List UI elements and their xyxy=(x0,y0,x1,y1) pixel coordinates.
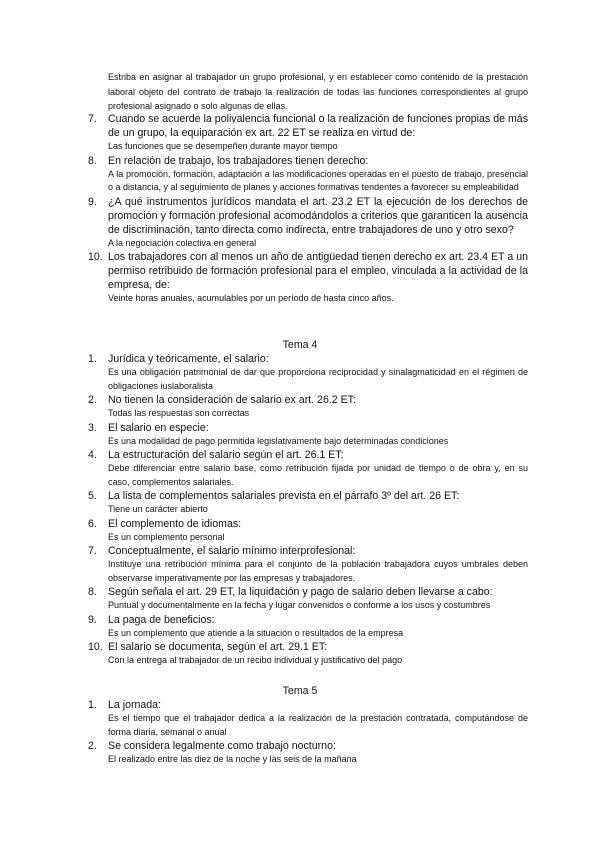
question-text: La jornada: xyxy=(108,699,162,711)
question-item xyxy=(88,421,528,449)
question-number: 7. xyxy=(88,545,97,557)
question-item xyxy=(88,448,528,489)
question-item xyxy=(88,613,528,641)
question-number: 1. xyxy=(88,353,97,365)
question-text: El salario en especie: xyxy=(108,421,209,434)
question-item xyxy=(88,393,528,421)
question-list-tema-4 xyxy=(88,352,528,668)
answer-text: Instituye una retribución mínima para el conjunto de la población trabajadora cuyos umbrales deben observarse imperativamente por las empresas y trabajadores. xyxy=(108,559,528,583)
question-item xyxy=(88,250,528,306)
question-text: La paga de beneficios: xyxy=(108,613,215,626)
question-number: 1. xyxy=(88,699,97,711)
question-text: Los trabajadores con al menos un año de antigüedad tienen derecho ex art. 23.4 ET a un permiso retribuido de formación profesional para el empleo, vinculada a la actividad de la empresa, de: xyxy=(108,251,528,291)
question-number: 2. xyxy=(88,740,97,752)
question-item xyxy=(88,195,528,251)
section-heading-tema-5: Tema 5 xyxy=(282,685,318,697)
question-text: Jurídica y teóricamente, el salario: xyxy=(108,353,269,365)
question-item xyxy=(88,112,528,154)
question-number: 2. xyxy=(88,394,97,406)
question-number: 10. xyxy=(88,641,103,653)
answer-text: Es una obligación patrimonial de dar que proporciona reciprocidad y sinalagmaticidad en el régimen de obligaciones iuslaboralista xyxy=(108,367,528,391)
question-item xyxy=(88,585,528,613)
answer-text: Puntual y documentalmente en la fecha y lugar convenidos o conforme a los usos y costumbres xyxy=(108,600,491,610)
question-number: 9. xyxy=(88,613,97,626)
question-number: 10. xyxy=(88,251,103,263)
question-text: El complemento de idiomas: xyxy=(108,517,242,530)
question-number: 7. xyxy=(88,113,97,125)
answer-text: Es una modalidad de pago permitida legislativamente bajo determinadas condiciones xyxy=(108,435,449,446)
question-item xyxy=(88,489,528,517)
answer-text: A la promoción, formación, adaptación a las modificaciones operadas en el puesto de trabajo, presencial o a distancia, y al seguimiento de planes y acciones formativas tendentes a favorecer su empleabilidad xyxy=(108,168,528,192)
question-item xyxy=(88,517,528,545)
intro-answer: Estriba en asignar al trabajador un grupo profesional, y en establecer como contenido de la prestación laboral objeto del contrato de trabajo la realización de todas las funciones correspondientes al grupo profesional asignado o solo algunas de ellas. xyxy=(108,72,528,111)
answer-text: Las funciones que se desempeñen durante mayor tiempo xyxy=(108,141,338,151)
question-text: Conceptualmente, el salario mínimo interprofesional: xyxy=(108,545,356,557)
answer-text: Con la entrega al trabajador de un recibo individual y justificativo del pago xyxy=(108,655,403,665)
question-number: 8. xyxy=(88,586,97,598)
section-heading-tema-4: Tema 4 xyxy=(282,339,318,351)
question-number: 8. xyxy=(88,154,97,167)
question-item xyxy=(88,739,528,767)
question-text: La estructuración del salario según el art. 26.1 ET: xyxy=(108,449,344,461)
answer-text: A la negociación colectiva en general xyxy=(108,237,257,248)
question-text: En relación de trabajo, los trabajadores tienen derecho: xyxy=(108,154,369,167)
question-text: No tienen la consideración de salario ex art. 26.2 ET: xyxy=(108,394,356,406)
answer-text: Todas las respuestas son correctas xyxy=(108,408,250,418)
answer-text: Es el tiempo que el trabajador dedica a la realización de la prestación contratada, computándose de forma diaria, semanal o anual xyxy=(108,713,528,737)
question-item xyxy=(88,698,528,739)
question-item xyxy=(88,352,528,393)
question-number: 9. xyxy=(88,195,97,208)
question-text: El salario se documenta, según el art. 29.1 ET: xyxy=(108,641,328,653)
answer-text: Veinte horas anuales, acumulables por un período de hasta cinco años. xyxy=(108,293,394,303)
question-text: La lista de complementos salariales prevista en el párrafo 3º del art. 26 ET: xyxy=(108,490,460,502)
question-list-tema-5 xyxy=(88,698,528,767)
answer-text: Es un complemento que atiende a la situación o resultados de la empresa xyxy=(108,627,404,638)
answer-text: Es un complemento personal xyxy=(108,531,225,542)
question-text: Según señala el art. 29 ET, la liquidación y pago de salario deben llevarse a cabo: xyxy=(108,586,493,598)
answer-text: Debe diferenciar entre salario base, como retribución fijada por unidad de tiempo o de obra y, en su caso, complementos salariales. xyxy=(108,463,528,487)
question-number: 3. xyxy=(88,421,97,434)
answer-text: Tiene un carácter abierto xyxy=(108,504,208,514)
answer-text: El realizado entre las diez de la noche y las seis de la mañana xyxy=(108,754,357,764)
question-item xyxy=(88,640,528,668)
question-list-continued xyxy=(88,112,528,306)
question-number: 5. xyxy=(88,490,97,502)
question-text: Cuando se acuerde la polivalencia funcional o la realización de funciones propias de más de un grupo, la equiparación ex art. 22 ET se realiza en virtud de: xyxy=(108,113,528,139)
question-number: 6. xyxy=(88,517,97,530)
question-text: ¿A qué instrumentos jurídicos mandata el art. 23.2 ET la ejecución de los derechos de promoción y formación profesional acomodándolos a criterios que garanticen la ausencia de discriminación, tanto directa como indirecta, entre trabajadores de uno y otro sexo? xyxy=(108,195,528,236)
question-text: Se considera legalmente como trabajo nocturno: xyxy=(108,740,336,752)
question-item xyxy=(88,544,528,585)
question-item xyxy=(88,154,528,195)
question-number: 4. xyxy=(88,449,97,461)
